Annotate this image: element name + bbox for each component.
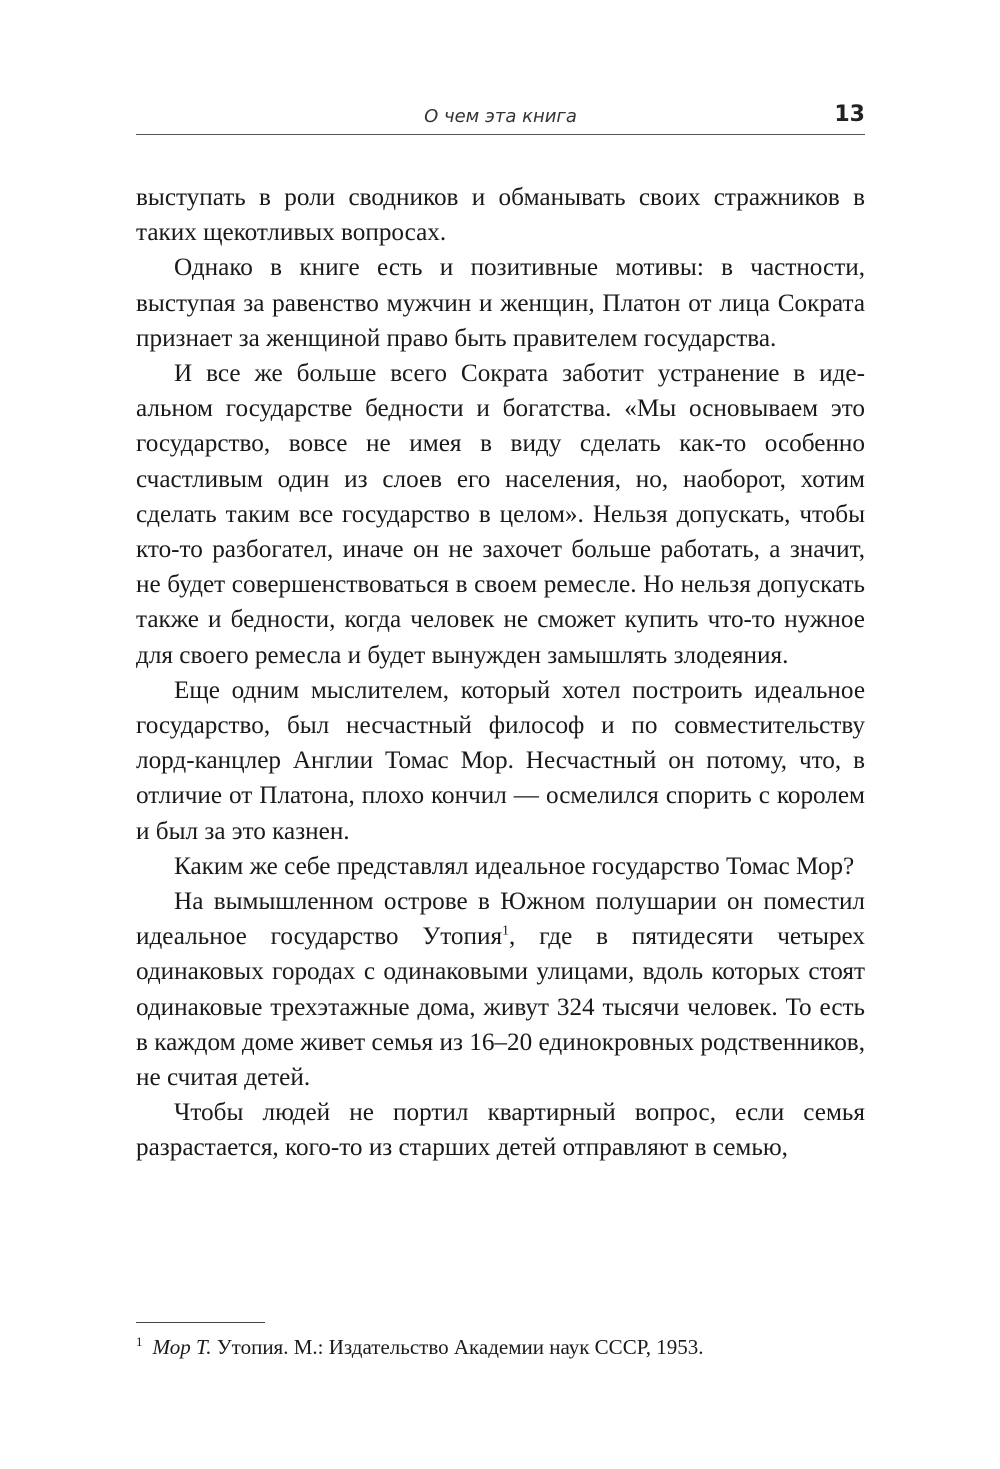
utopia-text-after: , где в пятидесяти четырех одинаковых городах с одинаковыми улицами, вдоль которых стоят одинаковые трехэтажные дома, живут 324 тысячи человек. То есть в каждом доме живет семья из 16–20 единокровных родственников, не считая детей. — [136, 923, 866, 1092]
paragraph-3: И все же больше всего Сократа заботит устранение в идеальном государстве бедности и богатства. «Мы основываем это государство, вовсе не имея в виду сделать как-то особенно счастливым один из слоев его населения, но, наоборот, хотим сделать таким все государство в целом». Нельзя допускать, чтобы кто-то разбогател, иначе он не захочет больше работать, а значит, не будет совершенствоваться в своем ремесле. Но нельзя допускать также и бедности, когда человек не сможет купить что-то нужное для своего ремесла и будет вынужден замышлять злодеяния. — [136, 360, 865, 669]
footnote-author: Мор Т. — [152, 1335, 212, 1359]
paragraph-2: Однако в книге есть и позитивные мотивы: в частности, выступая за равенство мужчин и женщин, Платон от лица Сократа признает за женщиной право быть правителем государства. — [136, 254, 865, 352]
body-text — [136, 180, 865, 1166]
footnote-text: Утопия. М.: Издательство Академии наук СССР, 1953. — [211, 1335, 704, 1359]
paragraph-5: Каким же себе представлял идеальное государство Томас Мор? — [174, 852, 855, 880]
running-title: О чем эта книга — [424, 106, 577, 127]
page-number: 13 — [834, 102, 865, 127]
running-header — [136, 100, 865, 135]
footnote-mark: 1 — [136, 1334, 143, 1349]
paragraph-6 — [136, 884, 865, 1095]
paragraph-4: Еще одним мыслителем, который хотел построить идеальное государство, был несчастный философ и по совместительству лорд-канцлер Англии Томас Мор. Несчастный он потому, что, в отличие от Платона, плохо кончил — осмелился спорить с королем и был за это казнен. — [136, 676, 865, 845]
paragraph-7: Чтобы людей не портил квартирный вопрос, если семья разрастается, кого-то из старших детей отправляют в семью, — [136, 1099, 865, 1162]
paragraph-1: выступать в роли сводников и обманывать своих стражников в таких щекотливых вопросах. — [136, 184, 865, 247]
footnote-reference[interactable]: 1 — [502, 923, 510, 939]
footnote-divider — [136, 1322, 265, 1323]
utopia-text-before: На вымышленном острове в Южном полушарии он поместил идеальное государство Утопия — [136, 888, 865, 951]
footnote — [136, 1333, 865, 1361]
